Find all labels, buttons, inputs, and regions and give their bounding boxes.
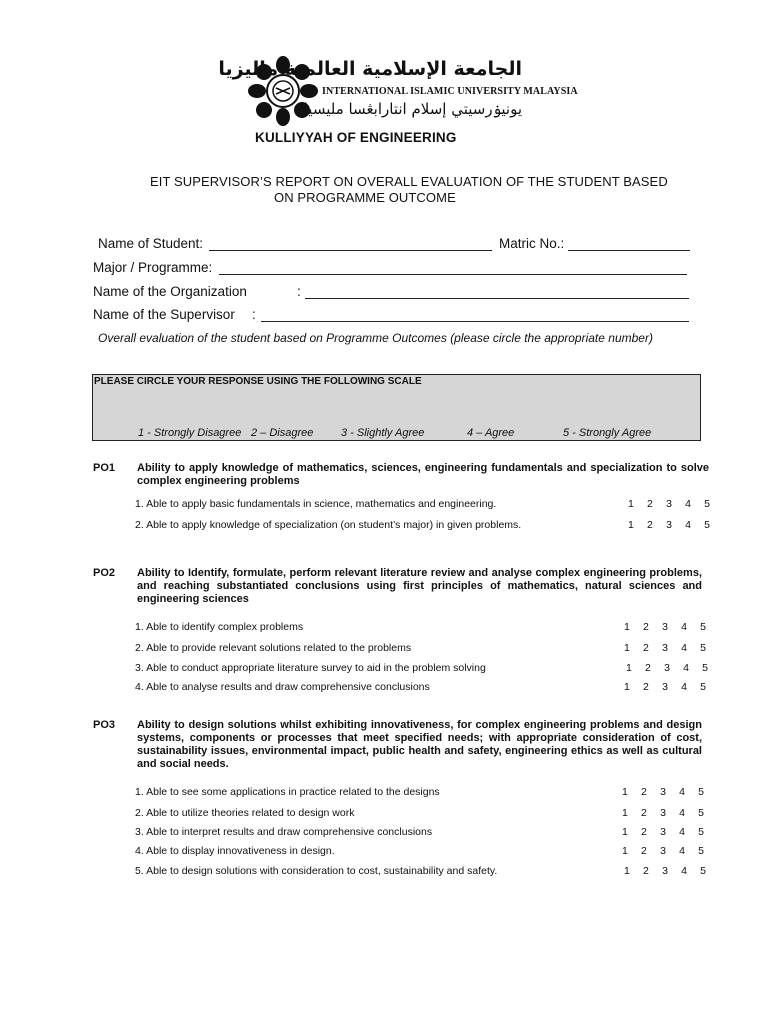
po-item: 3. Able to interpret results and draw comprehensive conclusions [135,826,433,838]
rating-4[interactable]: 4 [679,826,685,838]
rating-4[interactable]: 4 [681,621,687,633]
rating-4[interactable]: 4 [685,519,691,531]
rating-2[interactable]: 2 [647,498,653,510]
rating-1[interactable]: 1 [622,807,628,819]
rating-options[interactable] [624,865,706,877]
rating-4[interactable]: 4 [685,498,691,510]
po-item: 4. Able to analyse results and draw comprehensive conclusions [135,681,430,693]
matric-no-field[interactable] [568,250,690,251]
university-logo [218,56,578,130]
rating-3[interactable]: 3 [660,786,666,798]
evaluation-instruction: Overall evaluation of the student based on Programme Outcomes (please circle the appropriate number) [98,331,653,345]
po-description: Ability to Identify, formulate, perform relevant literature review and analyse complex engineering problems, and reaching substantiated conclusions using first principles of mathematics, natural sciences and engineering sciences [137,567,702,605]
rating-1[interactable]: 1 [624,681,630,693]
rating-2[interactable]: 2 [643,865,649,877]
major-programme-label: Major / Programme: [93,260,213,275]
rating-4[interactable]: 4 [679,786,685,798]
po-item: 2. Able to utilize theories related to design work [135,807,355,819]
rating-3[interactable]: 3 [664,662,670,674]
rating-2[interactable]: 2 [641,826,647,838]
report-title-line-2: ON PROGRAMME OUTCOME [274,190,456,205]
rating-5[interactable]: 5 [698,786,704,798]
organization-field[interactable] [305,298,689,299]
po-item: 4. Able to display innovativeness in design. [135,845,335,857]
po-item: 2. Able to apply knowledge of specialization (on student’s major) in given problems. [135,519,522,531]
rating-5[interactable]: 5 [700,642,706,654]
rating-3[interactable]: 3 [660,845,666,857]
university-jawi-name: يونيۏرسيتي إسلام انتارابڠسا مليسيا [303,100,522,118]
scale-heading: PLEASE CIRCLE YOUR RESPONSE USING THE FOLLOWING SCALE [94,376,422,387]
rating-5[interactable]: 5 [702,662,708,674]
rating-1[interactable]: 1 [622,845,628,857]
po-code: PO1 [93,462,116,474]
rating-2[interactable]: 2 [647,519,653,531]
rating-5[interactable]: 5 [698,807,704,819]
rating-options[interactable] [628,519,710,531]
rating-4[interactable]: 4 [681,865,687,877]
po-description: Ability to design solutions whilst exhibiting innovativeness, for complex engineering problems and design systems, components or processes that meet specified needs; with appropriate consideration of cost, sustainability issues, environmental impact, public health and safety, engineering ethics as well as cultural and social needs. [137,719,702,770]
organization-colon: : [297,284,301,299]
university-english-name: INTERNATIONAL ISLAMIC UNIVERSITY MALAYSIA [322,86,578,97]
rating-options[interactable] [622,845,704,857]
organization-label: Name of the Organization [93,284,247,299]
rating-5[interactable]: 5 [700,865,706,877]
supervisor-field[interactable] [261,321,689,322]
rating-options[interactable] [628,498,710,510]
scale-option: 5 - Strongly Agree [563,427,652,439]
rating-1[interactable]: 1 [624,865,630,877]
rating-options[interactable] [624,642,706,654]
scale-option: 2 – Disagree [251,427,314,439]
rating-1[interactable]: 1 [628,498,634,510]
rating-options[interactable] [622,807,704,819]
po-item: 1. Able to identify complex problems [135,621,304,633]
response-scale-box [92,374,701,441]
rating-4[interactable]: 4 [679,845,685,857]
rating-2[interactable]: 2 [641,845,647,857]
rating-4[interactable]: 4 [681,642,687,654]
rating-3[interactable]: 3 [660,807,666,819]
rating-options[interactable] [624,681,706,693]
rating-3[interactable]: 3 [662,621,668,633]
po-item: 1. Able to apply basic fundamentals in science, mathematics and engineering. [135,498,497,510]
rating-1[interactable]: 1 [624,621,630,633]
po-code: PO2 [93,567,116,579]
matric-no-label: Matric No.: [499,236,565,251]
rating-1[interactable]: 1 [622,786,628,798]
kulliyyah-title: KULLIYYAH OF ENGINEERING [255,130,457,145]
rating-options[interactable] [622,826,704,838]
supervisor-colon: : [252,307,256,322]
rating-options[interactable] [624,621,706,633]
rating-2[interactable]: 2 [643,681,649,693]
university-arabic-name: الجامعة الإسلامية العالمية ماليزيا [218,58,522,80]
rating-5[interactable]: 5 [704,498,710,510]
student-name-label: Name of Student: [98,236,204,251]
rating-1[interactable]: 1 [626,662,632,674]
rating-2[interactable]: 2 [645,662,651,674]
rating-1[interactable]: 1 [624,642,630,654]
rating-4[interactable]: 4 [683,662,689,674]
report-title-line-1: EIT SUPERVISOR’S REPORT ON OVERALL EVALUATION OF THE STUDENT BASED [150,174,668,189]
rating-4[interactable]: 4 [681,681,687,693]
rating-1[interactable]: 1 [622,826,628,838]
rating-5[interactable]: 5 [698,845,704,857]
rating-5[interactable]: 5 [700,681,706,693]
rating-5[interactable]: 5 [704,519,710,531]
scale-option: 3 - Slightly Agree [341,427,425,439]
rating-1[interactable]: 1 [628,519,634,531]
supervisor-label: Name of the Supervisor [93,307,235,322]
rating-3[interactable]: 3 [662,642,668,654]
rating-3[interactable]: 3 [662,681,668,693]
rating-5[interactable]: 5 [700,621,706,633]
rating-3[interactable]: 3 [660,826,666,838]
po-description: Ability to apply knowledge of mathematics, sciences, engineering fundamentals and specialization to solve complex engineering problems [137,462,709,487]
rating-5[interactable]: 5 [698,826,704,838]
rating-options[interactable] [622,786,704,798]
po-item: 1. Able to see some applications in practice related to the designs [135,786,440,798]
rating-2[interactable]: 2 [643,642,649,654]
po-item: 2. Able to provide relevant solutions related to the problems [135,642,412,654]
rating-3[interactable]: 3 [666,519,672,531]
rating-3[interactable]: 3 [666,498,672,510]
po-item: 3. Able to conduct appropriate literature survey to aid in the problem solving [135,662,486,674]
scale-option: 1 - Strongly Disagree [138,427,242,439]
rating-2[interactable]: 2 [641,786,647,798]
rating-4[interactable]: 4 [679,807,685,819]
student-name-field[interactable] [209,250,492,251]
po-code: PO3 [93,719,116,731]
rating-2[interactable]: 2 [641,807,647,819]
scale-option: 4 – Agree [467,427,515,439]
major-programme-field[interactable] [219,274,687,275]
rating-3[interactable]: 3 [662,865,668,877]
rating-options[interactable] [626,662,708,674]
po-item: 5. Able to design solutions with consideration to cost, sustainability and safety. [135,865,498,877]
rating-2[interactable]: 2 [643,621,649,633]
